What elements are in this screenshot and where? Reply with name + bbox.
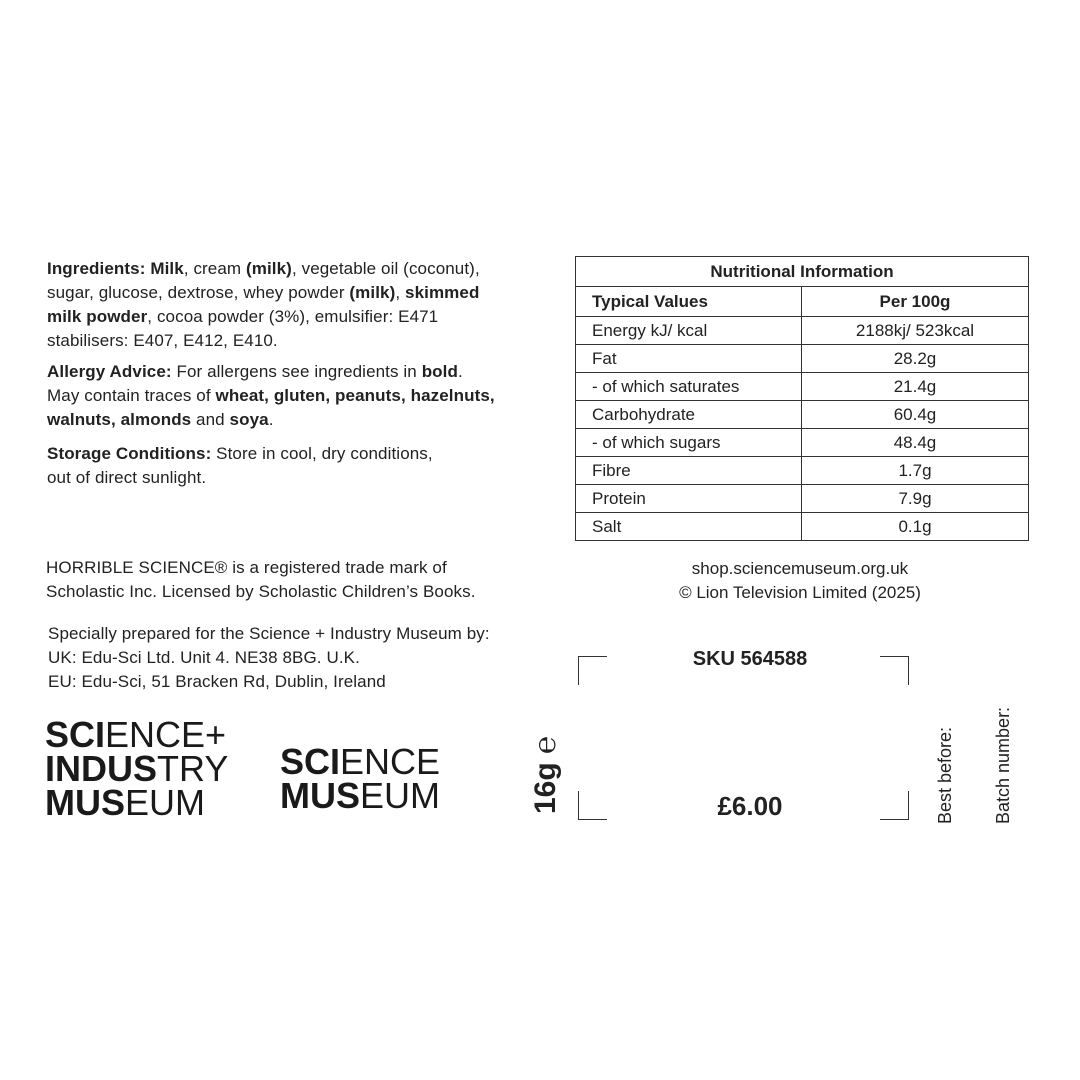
ingredients-label: Ingredients: bbox=[47, 259, 146, 278]
manufacturer-line: Specially prepared for the Science + Industry Museum by: bbox=[48, 624, 490, 643]
logo-text-light: TRY bbox=[157, 748, 229, 789]
storage-text: out of direct sunlight. bbox=[47, 468, 207, 487]
manufacturer-line: EU: Edu-Sci, 51 Bracken Rd, Dublin, Ireland bbox=[48, 672, 386, 691]
nutrient-label: Carbohydrate bbox=[576, 401, 802, 429]
trademark-line: HORRIBLE SCIENCE® is a registered trade mark of bbox=[46, 558, 447, 577]
nutrition-col-per-100g: Per 100g bbox=[802, 287, 1029, 317]
allergy-label: Allergy Advice: bbox=[47, 362, 172, 381]
table-row bbox=[576, 401, 1029, 429]
logo-text-bold: SCI bbox=[45, 714, 106, 755]
manufacturer-line: UK: Edu-Sci Ltd. Unit 4. NE38 8BG. U.K. bbox=[48, 648, 360, 667]
manufacturer-info bbox=[48, 622, 568, 694]
copyright-notice: © Lion Television Limited (2025) bbox=[679, 583, 921, 602]
nutrient-value: 7.9g bbox=[802, 485, 1029, 513]
nutrient-value: 21.4g bbox=[802, 373, 1029, 401]
logo-text-light: ENCE+ bbox=[105, 714, 227, 755]
storage-label: Storage Conditions: bbox=[47, 444, 212, 463]
nutrient-label: Fat bbox=[576, 345, 802, 373]
allergen-skimmed: skimmed bbox=[405, 283, 480, 302]
price: £6.00 bbox=[717, 791, 783, 821]
nutrition-title: Nutritional Information bbox=[576, 257, 1029, 287]
nutrient-value: 60.4g bbox=[802, 401, 1029, 429]
net-weight: 16g ℮ bbox=[529, 735, 562, 815]
allergen-milk: (milk) bbox=[349, 283, 396, 302]
logo-text-bold: MUS bbox=[45, 782, 125, 823]
ingredients-text bbox=[47, 257, 547, 353]
allergen-milk: (milk) bbox=[246, 259, 292, 278]
allergy-text: and bbox=[191, 410, 230, 429]
table-row bbox=[576, 345, 1029, 373]
logo-text-light: ENCE bbox=[340, 741, 441, 782]
nutrient-label: Energy kJ/ kcal bbox=[576, 317, 802, 345]
allergy-text: May contain traces of bbox=[47, 386, 216, 405]
nutrient-value: 2188kj/ 523kcal bbox=[802, 317, 1029, 345]
table-row bbox=[576, 373, 1029, 401]
allergen-milk: Milk bbox=[150, 259, 184, 278]
nutrient-label: - of which sugars bbox=[576, 429, 802, 457]
logo-text-bold: INDUS bbox=[45, 748, 158, 789]
allergy-list: walnuts, almonds bbox=[47, 410, 192, 429]
allergy-advice bbox=[47, 360, 547, 432]
table-row bbox=[576, 429, 1029, 457]
storage-conditions bbox=[47, 442, 527, 490]
logo-text-bold: SCI bbox=[280, 741, 341, 782]
storage-text: Store in cool, dry conditions, bbox=[211, 444, 433, 463]
allergy-text: . bbox=[457, 362, 463, 381]
nutrient-value: 0.1g bbox=[802, 513, 1029, 541]
table-row bbox=[576, 513, 1029, 541]
sku-code: SKU 564588 bbox=[692, 648, 808, 670]
ingredient-text: , cocoa powder (3%), emulsifier: E471 bbox=[147, 307, 439, 326]
nutrition-col-typical-values: Typical Values bbox=[576, 287, 802, 317]
ingredient-text: , vegetable oil (coconut), bbox=[291, 259, 480, 278]
shop-url: shop.sciencemuseum.org.uk bbox=[691, 559, 909, 578]
ingredient-text: stabilisers: E407, E412, E410. bbox=[47, 331, 278, 350]
shop-info bbox=[600, 557, 1000, 605]
table-row bbox=[576, 457, 1029, 485]
batch-number-label: Batch number: bbox=[993, 706, 1013, 824]
science-museum-logo bbox=[280, 741, 441, 816]
crop-corner-bottom-right bbox=[880, 791, 909, 820]
allergen-soya: soya bbox=[229, 410, 269, 429]
allergen-milk-powder: milk powder bbox=[47, 307, 148, 326]
crop-corner-top-left bbox=[578, 656, 607, 685]
nutrient-label: - of which saturates bbox=[576, 373, 802, 401]
nutrient-value: 28.2g bbox=[802, 345, 1029, 373]
allergy-bold-word: bold bbox=[421, 362, 458, 381]
logo-text-bold: MUS bbox=[280, 775, 360, 816]
ingredient-text: sugar, glucose, dextrose, whey powder bbox=[47, 283, 350, 302]
crop-corner-bottom-left bbox=[578, 791, 607, 820]
nutrition-table bbox=[575, 256, 1029, 541]
nutrient-label: Fibre bbox=[576, 457, 802, 485]
logo-text-light: EUM bbox=[360, 775, 440, 816]
crop-corner-top-right bbox=[880, 656, 909, 685]
ingredient-text: , bbox=[395, 283, 406, 302]
table-row bbox=[576, 317, 1029, 345]
trademark-notice bbox=[46, 556, 566, 604]
trademark-line: Scholastic Inc. Licensed by Scholastic Children’s Books. bbox=[46, 582, 476, 601]
ingredient-text: , cream bbox=[183, 259, 246, 278]
best-before-label: Best before: bbox=[935, 726, 955, 824]
allergy-list: wheat, gluten, peanuts, hazelnuts, bbox=[215, 386, 495, 405]
logo-text-light: EUM bbox=[125, 782, 205, 823]
nutrient-value: 1.7g bbox=[802, 457, 1029, 485]
allergy-text: . bbox=[268, 410, 274, 429]
allergy-text: For allergens see ingredients in bbox=[171, 362, 422, 381]
science-industry-museum-logo bbox=[45, 714, 229, 823]
nutrient-label: Protein bbox=[576, 485, 802, 513]
nutrient-label: Salt bbox=[576, 513, 802, 541]
nutrient-value: 48.4g bbox=[802, 429, 1029, 457]
table-row bbox=[576, 485, 1029, 513]
